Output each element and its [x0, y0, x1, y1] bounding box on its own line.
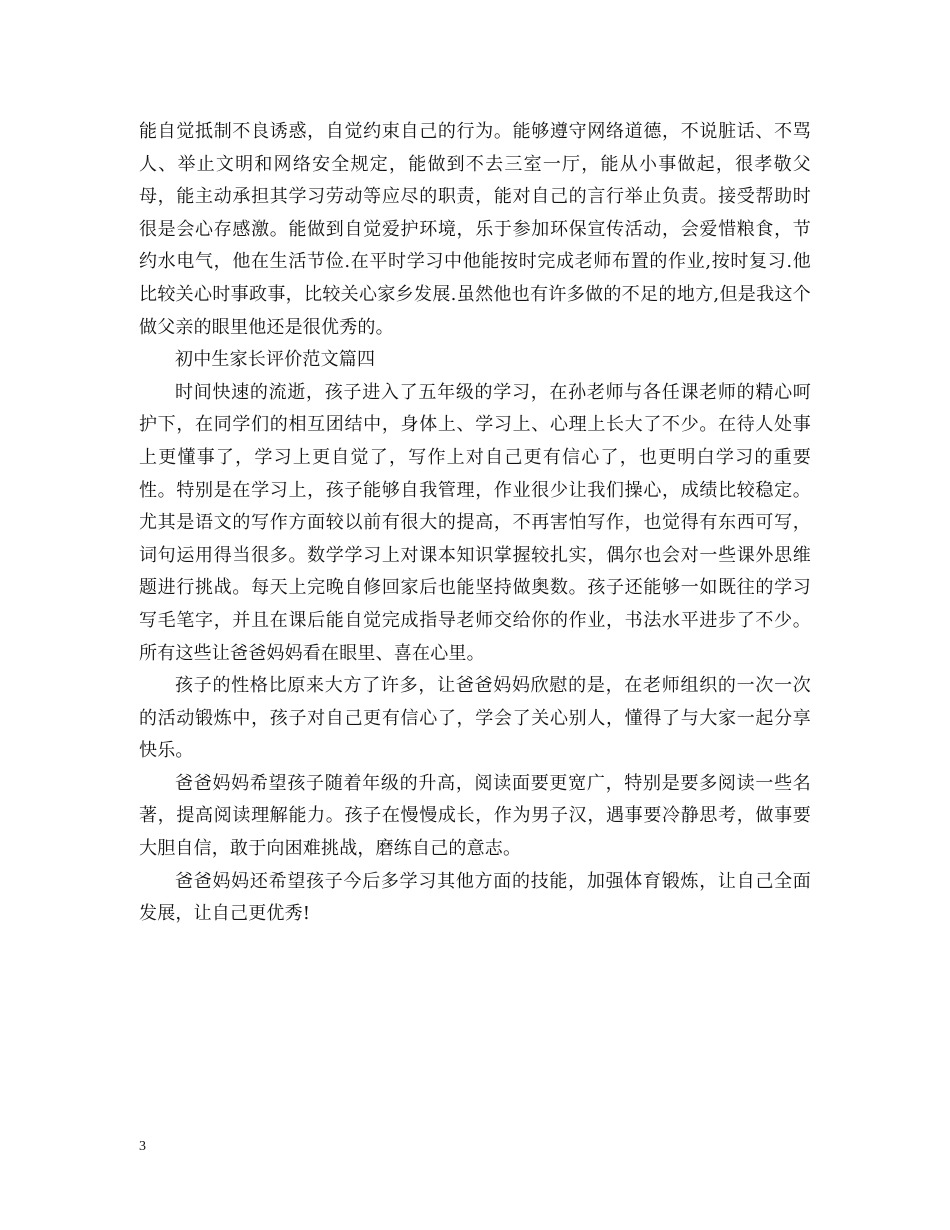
section-heading: 初中生家长评价范文篇四: [175, 349, 376, 371]
paragraph-4: 爸爸妈妈希望孩子随着年级的升高，阅读面要更宽广，特别是要多阅读一些名著，提高阅读理解能力。孩子在慢慢成长，作为男子汉，遇事要冷静思考，做事要大胆自信，敢于向困难挑战，磨练自己的意志。: [139, 772, 811, 860]
paragraph-1: 能自觉抵制不良诱惑，自觉约束自己的行为。能够遵守网络道德，不说脏话、不骂人、举止文明和网络安全规定，能做到不去三室一厅，能从小事做起，很孝敬父母，能主动承担其学习劳动等应尽的职责，能对自己的言行举止负责。接受帮助时很是会心存感激。能做到自觉爱护环境，乐于参加环保宣传活动，会爱惜粮食，节约水电气，他在生活节俭.在平时学习中他能按时完成老师布置的作业,按时复习.他比较关心时事政事，比较关心家乡发展.虽然他也有许多做的不足的地方,但是我这个做父亲的眼里他还是很优秀的。: [139, 121, 811, 338]
document-body: [139, 116, 811, 931]
paragraph-3: 孩子的性格比原来大方了许多，让爸爸妈妈欣慰的是，在老师组织的一次一次的活动锻炼中，孩子对自己更有信心了，学会了关心别人，懂得了与大家一起分享快乐。: [139, 675, 811, 762]
paragraph-5: 爸爸妈妈还希望孩子今后多学习其他方面的技能，加强体育锻炼，让自己全面发展，让自己更优秀!: [139, 870, 811, 925]
page-number: 3: [139, 1139, 146, 1154]
paragraph-2: 时间快速的流逝，孩子进入了五年级的学习，在孙老师与各任课老师的精心呵护下，在同学们的相互团结中，身体上、学习上、心理上长大了不少。在待人处事上更懂事了，学习上更自觉了，写作上对自己更有信心了，也更明白学习的重要性。特别是在学习上，孩子能够自我管理，作业很少让我们操心，成绩比较稳定。尤其是语文的写作方面较以前有很大的提高，不再害怕写作，也觉得有东西可写，词句运用得当很多。数学学习上对课本知识掌握较扎实，偶尔也会对一些课外思维题进行挑战。每天上完晚自修回家后也能坚持做奥数。孩子还能够一如既往的学习写毛笔字，并且在课后能自觉完成指导老师交给你的作业，书法水平进步了不少。所有这些让爸爸妈妈看在眼里、喜在心里。: [139, 381, 811, 664]
